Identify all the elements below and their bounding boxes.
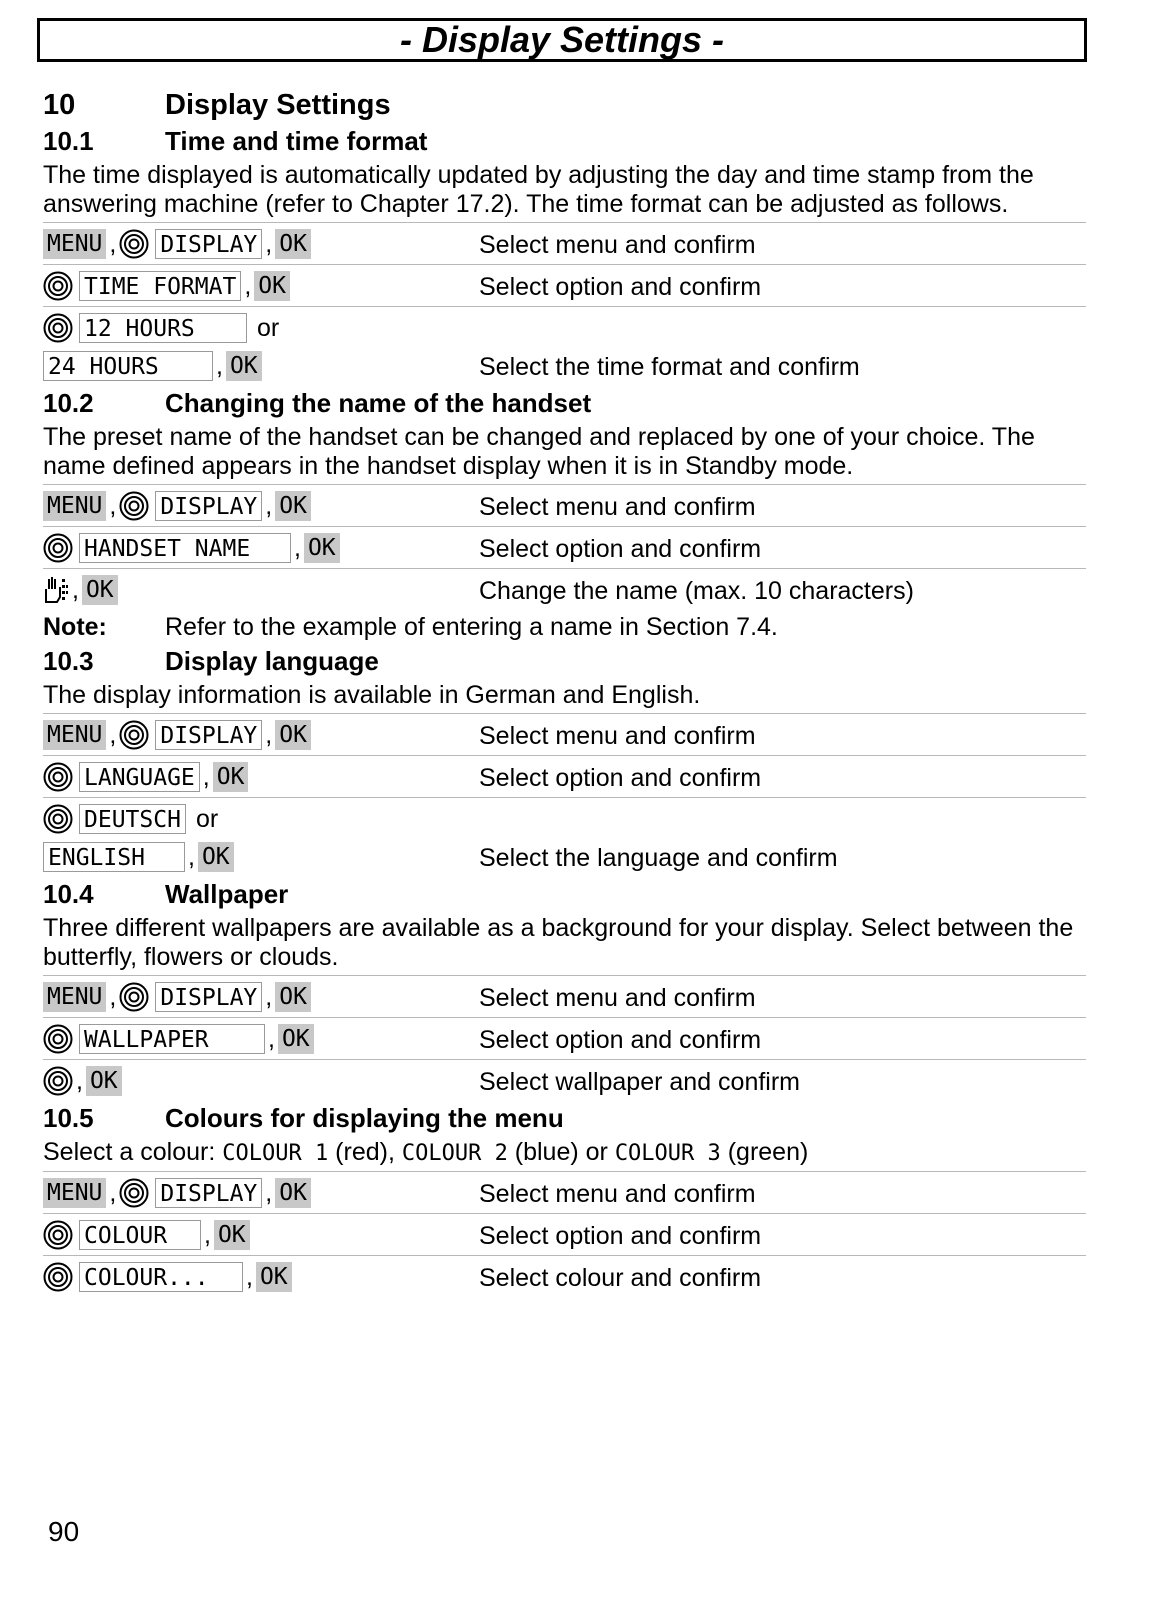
step-description: Change the name (max. 10 characters) <box>479 577 914 605</box>
ok-softkey: OK <box>198 842 234 872</box>
steps-10-1 <box>43 222 1086 386</box>
step-row <box>43 714 1086 756</box>
or-text: or <box>195 804 219 833</box>
separator: , <box>72 575 79 604</box>
menu-softkey: MENU <box>43 491 106 521</box>
step-description: Select option and confirm <box>479 535 762 563</box>
ok-softkey: OK <box>275 1178 311 1208</box>
step-row <box>43 265 1086 307</box>
navigation-key-icon <box>43 313 73 343</box>
step-row <box>43 485 1086 527</box>
menu-softkey: MENU <box>43 720 106 750</box>
navigation-key-icon <box>119 982 149 1012</box>
ok-softkey: OK <box>304 533 340 563</box>
para-text: (green) <box>720 1138 809 1166</box>
para-text: (blue) or <box>507 1138 615 1166</box>
steps-10-5 <box>43 1171 1086 1297</box>
section-heading-10-2 <box>43 386 1086 421</box>
display-menu-item: DISPLAY <box>155 982 262 1012</box>
section-number: 10.1 <box>43 126 94 156</box>
navigation-key-icon <box>43 804 73 834</box>
navigation-key-icon <box>119 720 149 750</box>
steps-10-3 <box>43 713 1086 877</box>
chapter-title: Display Settings <box>165 88 391 121</box>
steps-10-2 <box>43 484 1086 610</box>
step-row <box>43 1060 1086 1101</box>
step-row <box>43 1214 1086 1256</box>
ok-softkey: OK <box>275 982 311 1012</box>
navigation-key-icon <box>43 533 73 563</box>
section-title: Display language <box>165 646 379 676</box>
display-menu-item: DISPLAY <box>155 1178 262 1208</box>
ok-softkey: OK <box>254 271 290 301</box>
separator: , <box>109 1178 117 1207</box>
section-number: 10.3 <box>43 646 94 676</box>
section-title: Changing the name of the handset <box>165 388 592 418</box>
note-text: Refer to the example of entering a name in Section 7.4. <box>165 612 778 641</box>
step-row <box>43 756 1086 798</box>
step-row <box>43 223 1086 265</box>
navigation-key-icon <box>119 1178 149 1208</box>
steps-10-4 <box>43 975 1086 1101</box>
section-number: 10.4 <box>43 879 94 909</box>
keypad-icon <box>43 575 69 605</box>
separator: , <box>265 229 273 258</box>
display-menu-item: DISPLAY <box>155 491 262 521</box>
navigation-key-icon <box>43 1024 73 1054</box>
step-row <box>43 1172 1086 1214</box>
note-label: Note: <box>43 612 107 641</box>
step-row <box>43 798 1086 877</box>
separator: , <box>216 351 223 380</box>
page-number: 90 <box>48 1516 80 1547</box>
section-paragraph: The display information is available in German and English. <box>43 681 701 709</box>
navigation-key-icon <box>43 1066 73 1096</box>
section-title: Time and time format <box>165 126 428 156</box>
section-heading-10-3 <box>43 644 1086 679</box>
step-description: Select the language and confirm <box>479 844 838 872</box>
separator: , <box>188 842 195 871</box>
page-header <box>37 18 1087 62</box>
step-description: Select the time format and confirm <box>479 353 860 381</box>
page-title: - Display Settings - <box>399 19 725 60</box>
section-heading-10-5 <box>43 1101 1086 1136</box>
step-description: Select menu and confirm <box>479 493 756 521</box>
chapter-number: 10 <box>43 88 76 121</box>
step-row <box>43 1256 1086 1297</box>
ok-softkey: OK <box>275 720 311 750</box>
step-description: Select menu and confirm <box>479 984 756 1012</box>
section-number: 10.5 <box>43 1103 94 1133</box>
step-description: Select menu and confirm <box>479 1180 756 1208</box>
display-menu-item: DISPLAY <box>155 229 262 259</box>
separator: , <box>202 762 210 791</box>
step-row <box>43 569 1086 610</box>
separator: , <box>265 491 273 520</box>
section-paragraph: Three different wallpapers are available as a background for your display. Select between the butterfly, flowers or clouds. <box>43 914 1074 971</box>
section-title: Wallpaper <box>165 879 289 909</box>
menu-softkey: MENU <box>43 229 106 259</box>
ok-softkey: OK <box>275 491 311 521</box>
ok-softkey: OK <box>86 1066 122 1096</box>
colour-2-label: COLOUR 2 <box>401 1141 508 1166</box>
step-description: Select wallpaper and confirm <box>479 1068 800 1096</box>
step-description: Select option and confirm <box>479 1222 762 1250</box>
or-text: or <box>257 313 280 342</box>
12-hours-option: 12 HOURS <box>79 313 247 343</box>
section-heading-10-4 <box>43 877 1086 912</box>
step-description: Select option and confirm <box>479 1026 762 1054</box>
ok-softkey: OK <box>256 1262 292 1292</box>
display-menu-item: DISPLAY <box>155 720 262 750</box>
separator: , <box>265 1178 273 1207</box>
content <box>43 86 1086 1297</box>
separator: , <box>109 720 117 749</box>
navigation-key-icon <box>43 1220 73 1250</box>
section-paragraph: The preset name of the handset can be changed and replaced by one of your choice. The name defined appears in the handset display when it is in Standby mode. <box>43 423 1035 480</box>
handset-name-menu-item: HANDSET NAME <box>79 533 291 563</box>
separator: , <box>109 491 117 520</box>
separator: , <box>294 533 301 562</box>
para-text: Select a colour: <box>43 1138 223 1166</box>
separator: , <box>109 982 117 1011</box>
menu-softkey: MENU <box>43 982 106 1012</box>
separator: , <box>246 1262 253 1291</box>
step-row <box>43 307 1086 386</box>
time-format-menu-item: TIME FORMAT <box>79 271 241 301</box>
section-heading-10-1 <box>43 124 1086 159</box>
chapter-heading <box>43 86 1086 124</box>
menu-softkey: MENU <box>43 1178 106 1208</box>
ok-softkey: OK <box>213 762 249 792</box>
separator: , <box>265 720 273 749</box>
step-row <box>43 527 1086 569</box>
section-paragraph <box>43 1138 1086 1168</box>
section-title: Colours for displaying the menu <box>165 1103 564 1133</box>
separator: , <box>204 1220 211 1249</box>
24-hours-option: 24 HOURS <box>43 351 213 381</box>
navigation-key-icon <box>119 229 149 259</box>
step-row <box>43 1018 1086 1060</box>
ok-softkey: OK <box>214 1220 250 1250</box>
step-row <box>43 976 1086 1018</box>
colour-3-label: COLOUR 3 <box>614 1141 721 1166</box>
section-paragraph: The time displayed is automatically updated by adjusting the day and time stamp from the answering machine (refer to Chapter 17.2). The time format can be adjusted as follows. <box>43 161 1034 218</box>
separator: , <box>268 1024 275 1053</box>
colour-1-label: COLOUR 1 <box>222 1141 329 1166</box>
deutsch-option: DEUTSCH <box>79 804 186 834</box>
navigation-key-icon <box>43 762 73 792</box>
separator: , <box>244 271 252 300</box>
colour-choice-menu-item: COLOUR... <box>79 1262 243 1292</box>
separator: , <box>265 982 273 1011</box>
wallpaper-menu-item: WALLPAPER <box>79 1024 265 1054</box>
section-number: 10.2 <box>43 388 94 418</box>
ok-softkey: OK <box>82 575 118 605</box>
navigation-key-icon <box>43 1262 73 1292</box>
language-menu-item: LANGUAGE <box>79 762 200 792</box>
step-description: Select option and confirm <box>479 273 762 301</box>
ok-softkey: OK <box>278 1024 314 1054</box>
step-description: Select option and confirm <box>479 764 762 792</box>
ok-softkey: OK <box>226 351 262 381</box>
separator: , <box>109 229 117 258</box>
english-option: ENGLISH <box>43 842 185 872</box>
navigation-key-icon <box>119 491 149 521</box>
separator: , <box>76 1066 83 1095</box>
step-description: Select menu and confirm <box>479 231 756 259</box>
ok-softkey: OK <box>275 229 311 259</box>
step-description: Select colour and confirm <box>479 1264 762 1292</box>
colour-menu-item: COLOUR <box>79 1220 201 1250</box>
para-text: (red), <box>328 1138 402 1166</box>
step-description: Select menu and confirm <box>479 722 756 750</box>
note <box>43 610 1086 644</box>
navigation-key-icon <box>43 271 73 301</box>
